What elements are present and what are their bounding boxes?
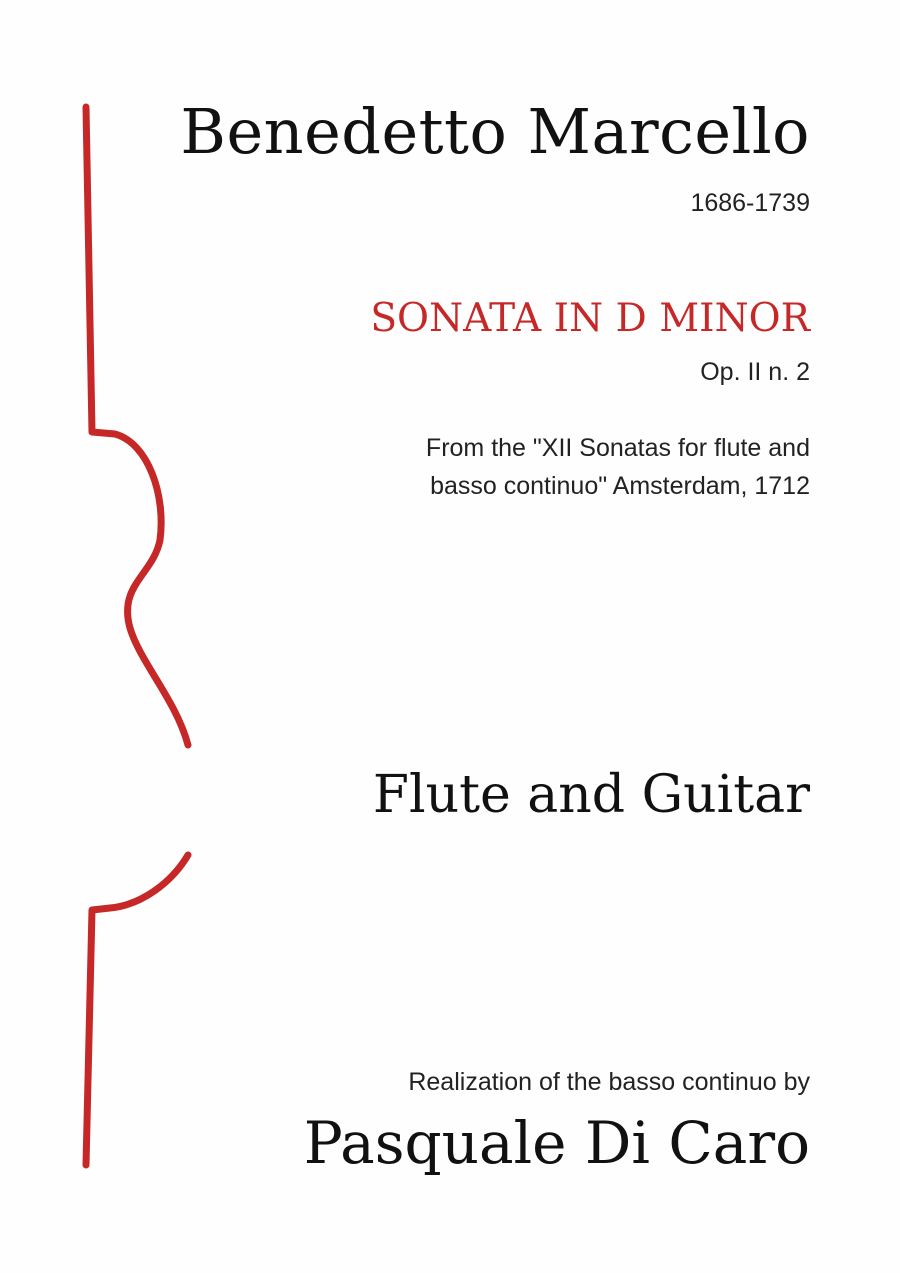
composer-dates: 1686-1739 [690,189,810,217]
work-source-line: From the "XII Sonatas for flute and [425,434,810,462]
instrumentation: Flute and Guitar [372,765,810,825]
arranger-name: Pasquale Di Caro [303,1109,810,1177]
work-opus: Op. II n. 2 [700,358,810,386]
credit-label: Realization of the basso continuo by [408,1068,810,1096]
work-source-line: basso continuo" Amsterdam, 1712 [430,472,810,500]
composer-name: Benedetto Marcello [180,95,810,168]
work-source [426,429,810,505]
work-title: SONATA IN D MINOR [370,296,810,341]
violin-silhouette-icon [0,0,200,1273]
